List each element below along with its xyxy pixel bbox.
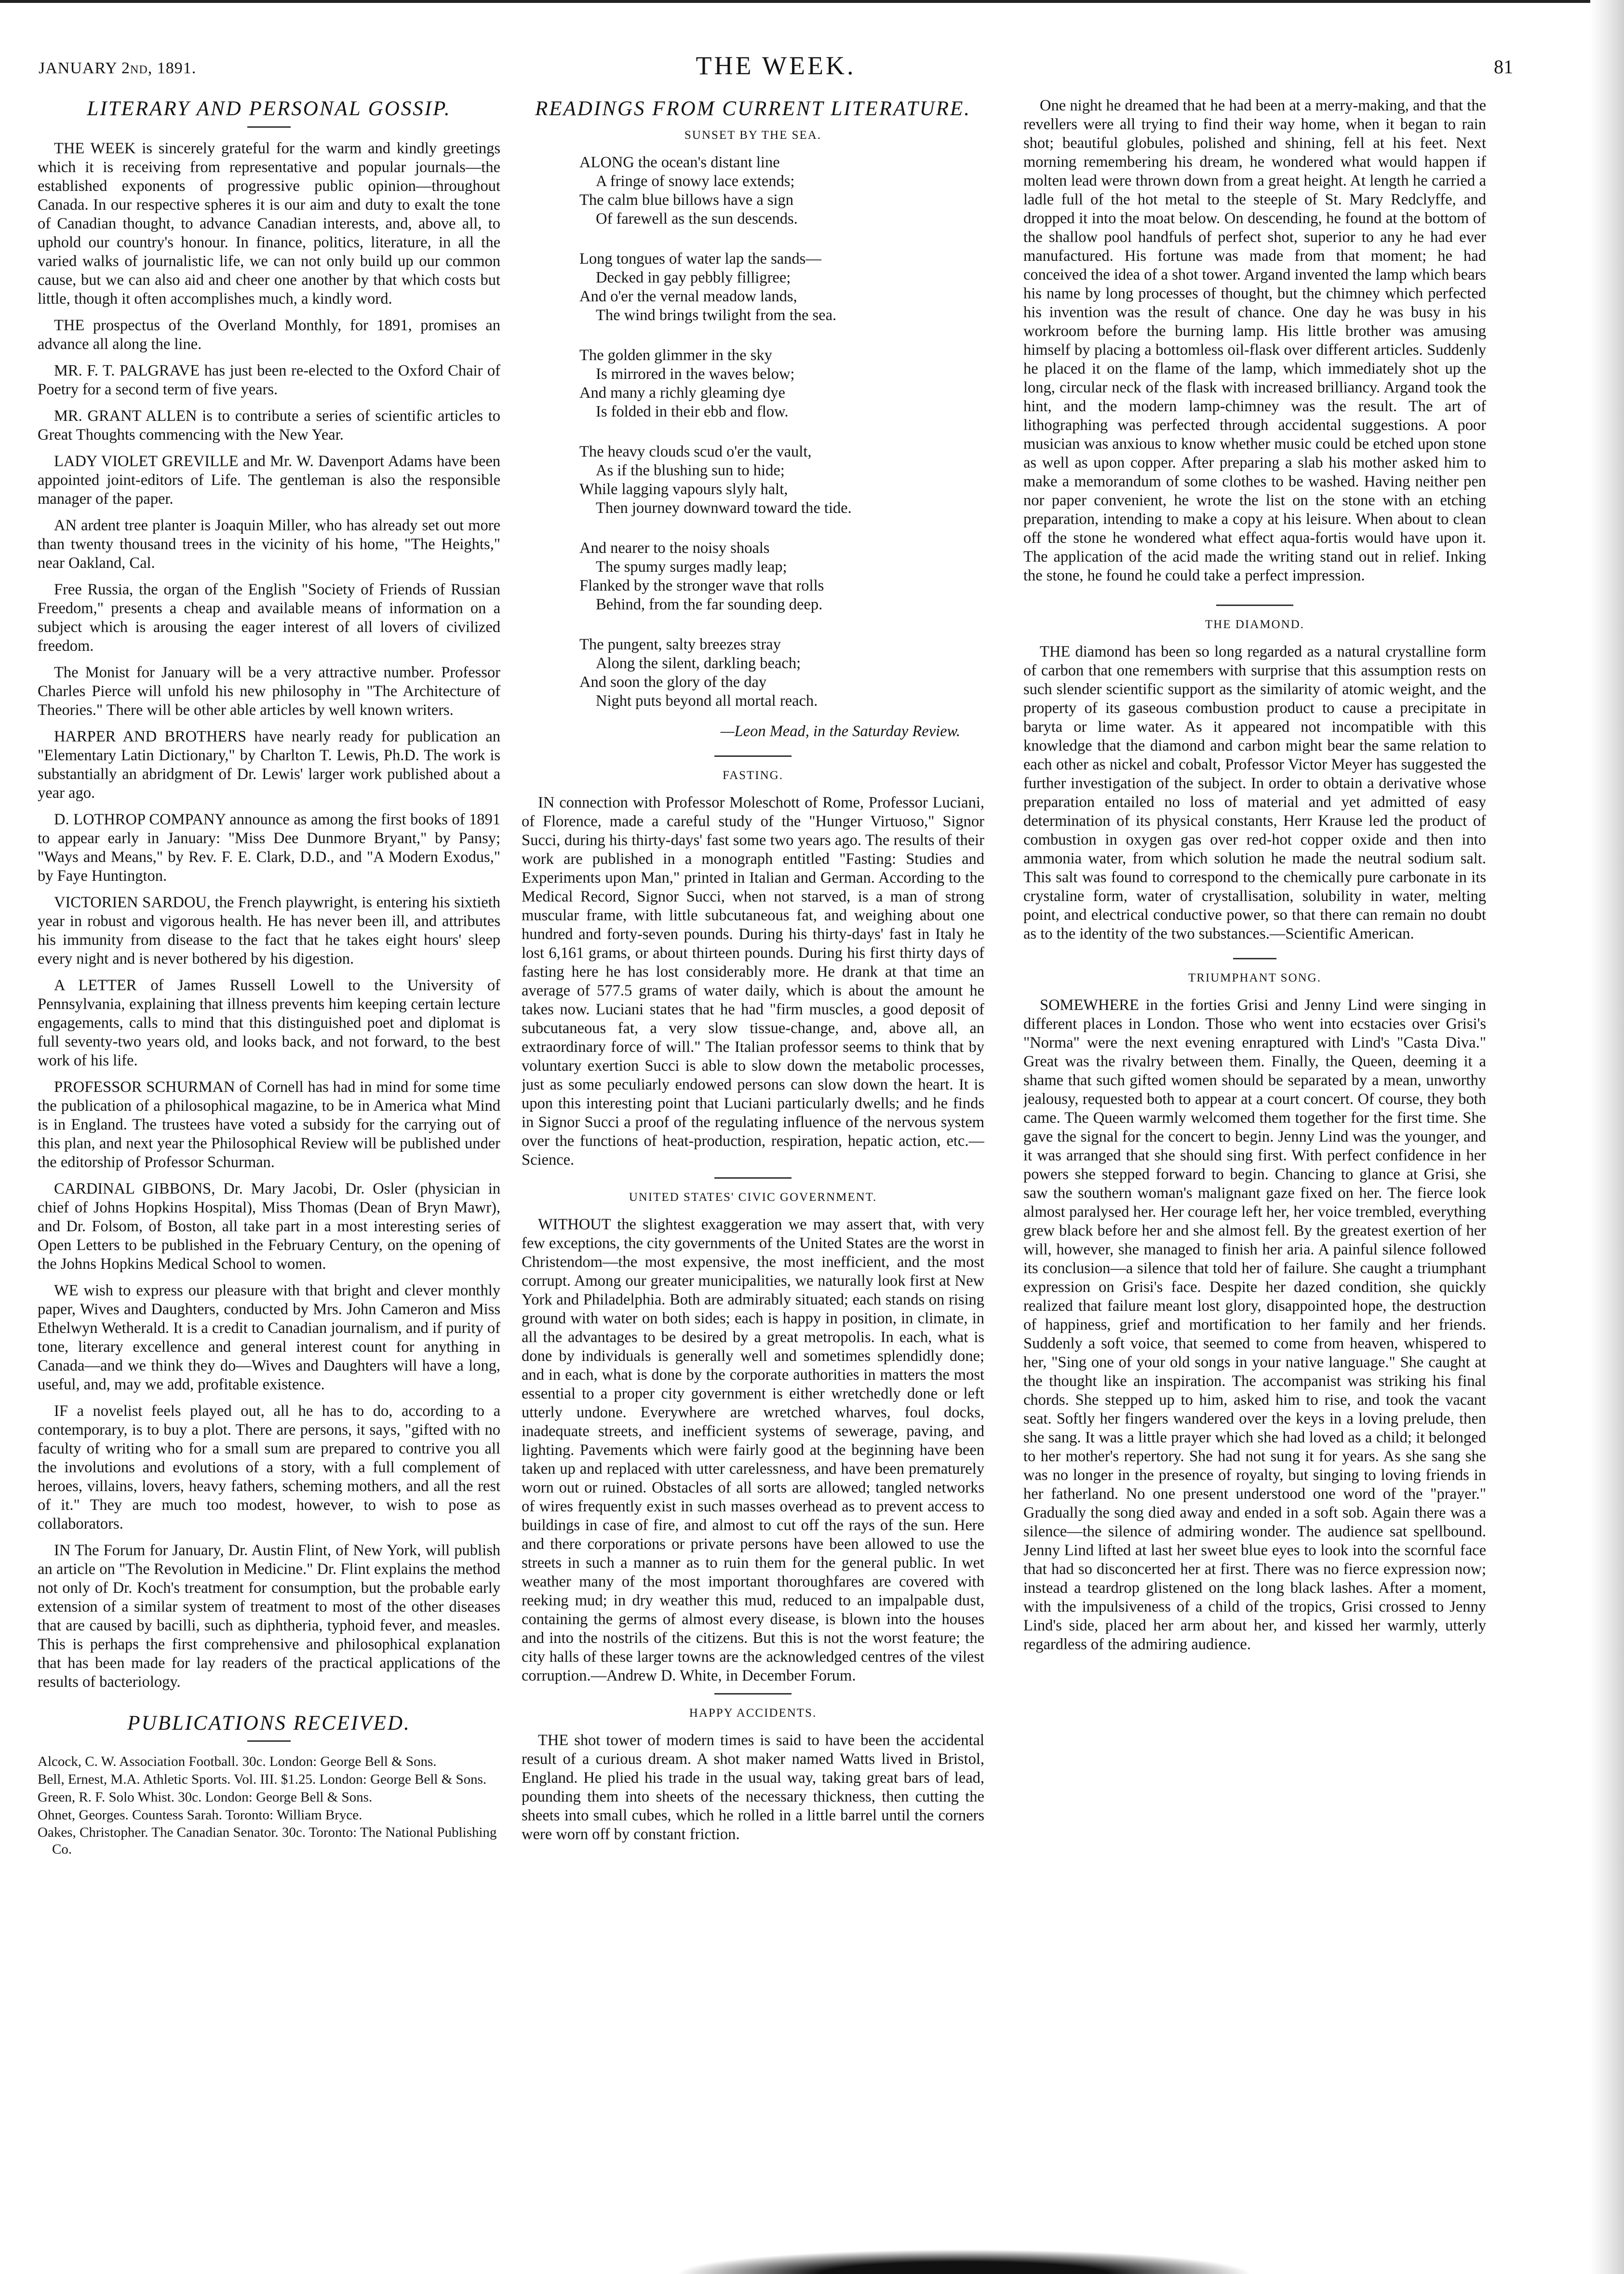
poem-line: Long tongues of water lap the sands— [579, 250, 821, 268]
column-readings [522, 96, 984, 2232]
accidents-title: HAPPY ACCIDENTS. [689, 1706, 817, 1720]
poem-line: While lagging vapours slyly halt, [579, 480, 788, 498]
poem-line: And o'er the vernal meadow lands, [579, 287, 797, 305]
poem-attribution: —Leon Mead, in the Saturday Review. [720, 722, 960, 740]
heading-rule [247, 126, 291, 128]
poem-line: Behind, from the far sounding deep. [596, 595, 823, 613]
poem-line: And soon the glory of the day [579, 673, 767, 691]
accidents-text-part1: THE shot tower of modern times is said to have been the accidental result of a curious dream. A shot maker named Watts lived in Bristol, England. He plied his trade in the usual way, taking great bars of lead, pounding them into sheets of the necessary thickness, then cutting the sheets into small cubes, which he rolled in a little barrel until the corners were worn off by constant friction. [522, 1731, 984, 1843]
poem-line: Of farewell as the sun descends. [596, 210, 798, 228]
gossip-paragraph: THE prospectus of the Overland Monthly, for 1891, promises an advance all along the line. [38, 316, 500, 353]
page-number: 81 [1494, 56, 1513, 78]
poem-stanza [579, 153, 984, 229]
poem-stanza [579, 635, 984, 711]
poem-stanza [579, 346, 984, 421]
section-rule [714, 755, 792, 757]
top-border [0, 0, 1624, 3]
gossip-paragraph: CARDINAL GIBBONS, Dr. Mary Jacobi, Dr. Osler (physician in chief of Johns Hopkins Hospital), Miss Thomas (Dean of Bryn Mawr), and Dr. Folsom, of Boston, all take part in a most interesting series of Open Letters to be published in the February Century, on the opening of the Johns Hopkins Medical School to women. [38, 1180, 500, 1273]
gossip-paragraph: IN The Forum for January, Dr. Austin Flint, of New York, will publish an article on "The Revolution in Medicine." Dr. Flint explains the method not only of Dr. Koch's treatment for consumption, but the probable early extension of a similar system of treatment to most of the other diseases that are caused by bacilli, such as diphtheria, typhoid fever, and measles. This is perhaps the first comprehensive and philosophical explanation that has been made for lay readers of the practical applications of the results of bacteriology. [38, 1541, 500, 1691]
publication-entry: Green, R. F. Solo Whist. 30c. London: George Bell & Sons. [38, 1789, 373, 1805]
poem [579, 153, 984, 711]
gossip-heading: LITERARY AND PERSONAL GOSSIP. [87, 97, 451, 120]
gossip-paragraph: MR. F. T. PALGRAVE has just been re-elected to the Oxford Chair of Poetry for a second term of five years. [38, 362, 500, 398]
civic-title: UNITED STATES' CIVIC GOVERNMENT. [629, 1190, 877, 1204]
gossip-paragraph: IF a novelist feels played out, all he has to do, according to a contemporary, is to buy a plot. There are persons, it says, "gifted with no faculty of writing who for a small sum are prepared to contrive you all the involutions and evolutions of a story, with a full complement of heroes, villains, lovers, heavy fathers, scheming mothers, and all the rest of it." They are much too modest, however, to wish to pose as collaborators. [38, 1402, 500, 1533]
gossip-paragraph: PROFESSOR SCHURMAN of Cornell has had in mind for some time the publication of a philosophical magazine, to be in America what Mind is in England. The trustees have voted a subsidy for the carrying out of this plan, and next year the Philosophical Review will be published under the editorship of Professor Schurman. [38, 1078, 500, 1171]
publications-heading: PUBLICATIONS RECEIVED. [127, 1711, 411, 1735]
poem-stanza [579, 443, 984, 518]
triumphant-text: SOMEWHERE in the forties Grisi and Jenny Lind were singing in different places in London. Those who went into ecstacies over Grisi's "Norma" were the next evening enraptured with Lind's "Casta Diva." Great was the rivalry between them. Finally, the Queen, deeming it a shame that such gifted women should be separated by a mean, unworthy jealousy, requested both to appear at a court concert. Of course, they both came. The Queen warmly welcomed them together for the first time. She gave the signal for the concert to begin. Jenny Lind was the younger, and it was arranged that she should sing first. With perfect confidence in her powers she stepped forward to begin. Chancing to glance at Grisi, she saw the southern woman's malignant gaze fixed on her. The fierce look almost paralysed her. Her courage left her, her voice trembled, everything grew black before her and she almost fell. By the greatest exertion of her will, however, she managed to finish her aria. A painful silence followed its conclusion—a silence that told her of failure. She caught a triumphant expression on Grisi's face. Despite her dazed condition, she quickly realized that failure meant lost glory, disappointed hope, the destruction of happiness, grief and mortification to her family and her friends. Suddenly a soft voice, that seemed to come from heaven, whispered to her, "Sing one of your old songs in your native language." She caught at the thought like an inspiration. The accompanist was striking his final chords. She stepped up to him, asked him to rise, and took the vacant seat. Softly her fingers wandered over the keys in a loving prelude, then she sang. It was a little prayer which she had loved as a child; it belonged to her mother's repertory. She had not sung it for years. As she sang she was no longer in the presence of royalty, but singing to loving friends in her fatherland. No one present understood one word of the "prayer." Gradually the song died away and ended in a soft sob. Again there was a silence—the silence of admiring wonder. The audience sat spellbound. Jenny Lind lifted at last her sweet blue eyes to look into the scornful face that had so disconcerted her at first. There was no fierce expression now; instead a teardrop glistened on the long black lashes. After a moment, with the impulsiveness of a child of the tropics, Grisi crossed to Jenny Lind's side, placed her arm about her, and kissed her warmly, utterly regardless of the admiring audience. [1023, 996, 1486, 1653]
poem-line: Then journey downward toward the tide. [596, 499, 852, 517]
poem-stanza [579, 250, 984, 325]
scan-smudge [627, 2245, 1302, 2274]
masthead-title: THE WEEK. [696, 51, 856, 80]
poem-line: Flanked by the stronger wave that rolls [579, 577, 824, 594]
column-gossip [38, 96, 500, 2218]
page-header [39, 46, 1513, 84]
gossip-paragraph: D. LOTHROP COMPANY announce as among the first books of 1891 to appear early in January: "Miss Dee Dunmore Bryant," by Pansy; "Ways and Means," by Rev. F. E. Clark, D.D., and "A Modern Exodus," by Faye Huntington. [38, 810, 500, 885]
poem-line: And many a richly gleaming dye [579, 384, 785, 402]
poem-line: The heavy clouds scud o'er the vault, [579, 443, 812, 460]
gossip-paragraph: VICTORIEN SARDOU, the French playwright, is entering his sixtieth year in robust and vigorous health. He has never been ill, and attributes his immunity from disease to the fact that he takes eight hours' sleep every night and is never bothered by his digestion. [38, 893, 500, 968]
accidents-text-part2: One night he dreamed that he had been at a merry-making, and that the revellers were all trying to find their way home, when it began to rain shot; beautiful globules, polished and shining, fell at his feet. Next morning remembering his dream, he wondered what would happen if molten lead were thrown down from a great height. At length he carried a ladle full of the hot metal to the steeple of St. Mary Redclyffe, and dropped it into the moat below. On descending, he found at the bottom of the shallow pool handfuls of perfect shot, superior to any he had ever manufactured. His fortune was made from that moment; he had conceived the idea of a shot tower. Argand invented the lamp which bears his name by long processes of thought, but the chimney which perfected his invention was the result of chance. One day he was busy in his workroom before the burning lamp. His little brother was amusing himself by placing a bottomless oil-flask over different articles. Suddenly he placed it on the flame of the lamp, which immediately shot up the long, circular neck of the flask with increased brilliancy. Argand took the hint, and the modern lamp-chimney was the result. The art of lithographing was perfected through accidental suggestions. A poor musician was anxious to know whether music could be etched upon stone as well as upon copper. After preparing a slab his mother asked him to make a memorandum of some clothes to be washed. Having neither pen nor paper convenient, he wrote the list on the stone with an etching preparation, intending to make a copy at his leisure. When about to clean off the stone he wondered what effect aqua-fortis would have upon it. The application of the acid made the writing stand out in relief. Inking the stone, he found he could take a perfect impression. [1023, 97, 1486, 584]
publication-entry: Bell, Ernest, M.A. Athletic Sports. Vol. III. $1.25. London: George Bell & Sons. [38, 1771, 487, 1787]
poem-line: The golden glimmer in the sky [579, 346, 772, 364]
poem-line: The spumy surges madly leap; [596, 558, 787, 576]
poem-line: Decked in gay pebbly filligree; [596, 269, 791, 286]
gossip-paragraph: Free Russia, the organ of the English "Society of Friends of Russian Freedom," presents a cheap and available means of information on a subject which is arousing the eager interest of all lovers of civilized freedom. [38, 580, 500, 655]
poem-line: Along the silent, darkling beach; [596, 654, 801, 672]
fasting-title: FASTING. [723, 768, 783, 782]
publication-entry: Alcock, C. W. Association Football. 30c. London: George Bell & Sons. [38, 1754, 437, 1770]
gossip-paragraph: THE WEEK is sincerely grateful for the warm and kindly greetings which it is receiving from representative and popular journals—the established exponents of progressive public opinion—throughout Canada. In our respective spheres it is our aim and duty to exalt the tone of Canadian thought, to advance Canadian interests, and, above all, to uphold our country's honour. In finance, politics, literature, in all the varied walks of journalistic life, we can not only build up our common cause, but we can also aid and cheer one another by that which costs but little, though it often accomplishes much, a kindly word. [38, 139, 500, 308]
section-rule [714, 1177, 792, 1179]
poem-line: The calm blue billows have a sign [579, 191, 794, 209]
poem-line: Is folded in their ebb and flow. [596, 403, 789, 420]
poem-line: A fringe of snowy lace extends; [596, 172, 795, 190]
fasting-text: IN connection with Professor Moleschott of Rome, Professor Luciani, of Florence, made a careful study of the "Hunger Virtuoso," Signor Succi, during his thirty-days' fast some two years ago. The results of their work are published in a monograph entitled "Fasting: Studies and Experiments upon Man," printed in Italian and German. According to the Medical Record, Signor Succi, when not starved, is a man of strong muscular frame, with little subcutaneous fat, and weighing about one hundred and forty-seven pounds. During his thirty-days' fast in Italy he lost 6,161 grams, or about thirteen pounds. During his first thirty days of fasting here he has lost considerably more. He drank at that time an average of 577.5 grams of water daily, which is about the amount he takes now. Luciani states that he had "firm muscles, a good deposit of subcutaneous fat, a very slow tissue-change, and, above all, an extraordinary force of will." The Italian professor seems to think that by voluntary exertion Succi is able to slow down the metabolic processes, just as some peculiarly endowed persons can slow down the heart. It is upon this interesting point that Luciani particularly dwells; and he finds in Signor Succi a proof of the regulating influence of the nervous system over the functions of heat-production, respiration, hepatic action, etc.—Science. [522, 794, 984, 1169]
section-rule [1233, 958, 1276, 959]
gossip-paragraph: WE wish to express our pleasure with that bright and clever monthly paper, Wives and Daughters, conducted by Mrs. John Cameron and Miss Ethelwyn Wetherald. It is a credit to Canadian journalism, and if purity of tone, literary excellence and general interest count for anything in Canada—and we think they do—Wives and Daughters will have a long, useful, and, may we add, profitable existence. [38, 1281, 500, 1393]
publication-entry: Ohnet, Georges. Countess Sarah. Toronto: William Bryce. [38, 1807, 362, 1823]
diamond-text: THE diamond has been so long regarded as a natural crystalline form of carbon that one remembers with surprise that this assumption rests on such slender scientific support as the similarity of atomic weight, and the property of its gaseous combustion product to cause a precipitate in baryta or lime water. As it appeared not incompatible with this knowledge that the diamond and carbon might bear the same relation to each other as nickel and cobalt, Professor Victor Meyer has suggested the further investigation of the subject. In order to obtain a derivative whose preparation entailed no loss of material and yet admitted of easy determination of its physical constants, Herr Krause led the product of combustion in oxygen gas over red-hot copper oxide and then into ammonia water, from which solution he made the neutral sodium salt. This salt was found to correspond to the chemically pure carbonate in its crystaline form, water of crystallisation, solubility in water, melting point, and electrical conductive power, so that there can remain no doubt as to the identity of the two substances.—Scientific American. [1023, 643, 1486, 942]
section-rule [714, 1693, 792, 1695]
civic-text: WITHOUT the slightest exaggeration we may assert that, with very few exceptions, the city governments of the United States are the worst in Christendom—the most expensive, the most inefficient, and the most corrupt. Among our greater municipalities, we naturally look first at New York and Philadelphia. Both are admirably situated; each stands on rising ground with water on both sides; each is happy in position, in climate, in all the advantages to be desired by a great metropolis. In each, what is done by individuals is generally well and sometimes splendidly done; and in each, what is done by the corporate authorities in matters the most essential to a proper city government is either wretchedly done or left utterly undone. Everywhere are wretched wharves, foul docks, inadequate streets, and inefficient systems of sewerage, paving, and lighting. Pavements which were fairly good at the beginning have been taken up and replaced with utter carelessness, and have been prematurely worn out or ruined. Obstacles of all sorts are allowed; tangled networks of wires frequently exist in such masses overhead as to prevent access to buildings in case of fire, and almost to cut off the rays of the sun. Here and there corporations or private persons have been allowed to use the streets in such a manner as to ruin them for the general public. In wet weather many of the most important thoroughfares are covered with reeking mud; in dry weather this mud, reduced to an impalpable dust, containing the germs of almost every disease, is blown into the houses and into the nostrils of the citizens. But this is not the worst feature; the city halls of these larger towns are the acknowledged centres of the vilest corruption.—Andrew D. White, in December Forum. [522, 1215, 984, 1684]
poem-line: Night puts beyond all mortal reach. [596, 692, 818, 710]
poem-line: The pungent, salty breezes stray [579, 635, 781, 653]
poem-line: Is mirrored in the waves below; [596, 365, 795, 383]
gossip-paragraph: LADY VIOLET GREVILLE and Mr. W. Davenport Adams have been appointed joint-editors of Life. The gentleman is also the responsible manager of the paper. [38, 452, 500, 508]
gossip-paragraph: MR. GRANT ALLEN is to contribute a series of scientific articles to Great Thoughts commencing with the New Year. [38, 407, 500, 444]
gossip-paragraph: HARPER AND BROTHERS have nearly ready for publication an "Elementary Latin Dictionary," by Charlton T. Lewis, Ph.D. The work is substantially an abridgment of Dr. Lewis' larger work published about a year ago. [38, 727, 500, 802]
poem-stanza [579, 539, 984, 614]
readings-heading: READINGS FROM CURRENT LITERATURE. [535, 97, 971, 120]
page-spine-shadow [1590, 0, 1624, 2274]
poem-line: As if the blushing sun to hide; [596, 461, 785, 479]
gossip-paragraph: A LETTER of James Russell Lowell to the University of Pennsylvania, explaining that illness prevents him keeping certain lecture engagements, calls to mind that this distinguished poet and diplomat is full seventy-two years old, and looks back, and not forward, to the best work of his life. [38, 976, 500, 1069]
publication-entry: Oakes, Christopher. The Canadian Senator. 30c. Toronto: The National Publishing Co. [38, 1825, 497, 1857]
column-continued [1023, 96, 1486, 2232]
section-rule [1216, 605, 1293, 606]
poem-title: SUNSET BY THE SEA. [684, 128, 822, 142]
triumphant-title: TRIUMPHANT SONG. [1188, 971, 1321, 984]
poem-line: The wind brings twilight from the sea. [596, 306, 837, 324]
heading-rule [247, 1740, 291, 1742]
gossip-paragraph: The Monist for January will be a very attractive number. Professor Charles Pierce will unfold his new philosophy in "The Architecture of Theories." There will be other able articles by well known writers. [38, 663, 500, 719]
diamond-title: THE DIAMOND. [1205, 618, 1304, 631]
poem-line: And nearer to the noisy shoals [579, 539, 770, 557]
poem-line: ALONG the ocean's distant line [579, 153, 780, 171]
gossip-paragraph: AN ardent tree planter is Joaquin Miller, who has already set out more than twenty thousand trees in the vicinity of his home, "The Heights," near Oakland, Cal. [38, 516, 500, 572]
issue-date: JANUARY 2nd, 1891. [39, 59, 197, 77]
